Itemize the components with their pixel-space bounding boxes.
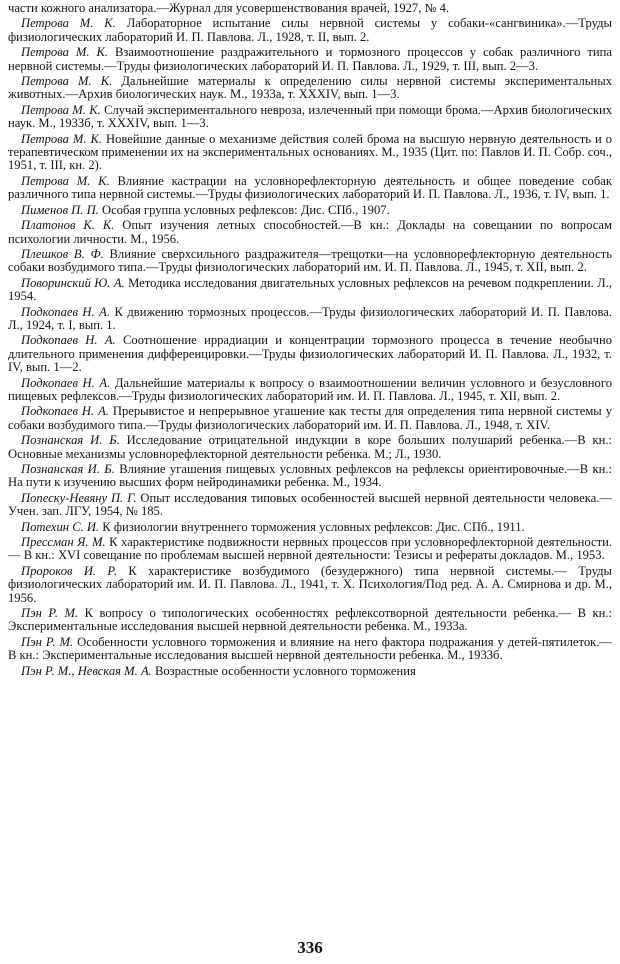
reference-entry bbox=[8, 75, 612, 102]
reference-text: Взаимоотношение раздражительного и тормозного процессов у собак различного типа нервной системы.—Труды физиологических лабораторий И. П. Павлова. Л., 1929, т. III, вып. 2—3. bbox=[8, 45, 612, 73]
reference-author: Подкопаев Н. А. bbox=[21, 404, 109, 419]
reference-entry bbox=[8, 219, 612, 246]
reference-entry bbox=[8, 492, 612, 519]
reference-entry bbox=[8, 248, 612, 275]
reference-entry bbox=[8, 665, 612, 678]
reference-author: Петрова М. К. bbox=[21, 74, 113, 89]
reference-text: Дальнейшие материалы к определению силы нервной системы экспериментальных животных.—Архив биологических наук. М., 1933а, т. XXXIV, вып. 1—3. bbox=[8, 74, 612, 102]
reference-entry bbox=[8, 405, 612, 432]
reference-author: Петрова М. К. bbox=[21, 45, 108, 60]
reference-text: Лабораторное испытание силы нервной системы у собаки-«сангвиника».—Труды физиологических лабораторий И. П. Павлова. Л., 1928, т. II, вып. 2. bbox=[8, 16, 612, 44]
reference-entry bbox=[8, 133, 612, 173]
reference-author: Пэн Р. М. bbox=[21, 606, 79, 621]
reference-text: Дальнейшие материалы к вопросу о взаимоотношении величин условного и безусловного пищевых рефлексов.—Труды физиологических лабораторий им. И. П. Павлова. Л., 1945, т. XII, вып. 2. bbox=[8, 375, 612, 403]
reference-text: Особая группа условных рефлексов: Дис. СПб., 1907. bbox=[101, 202, 390, 217]
reference-entry bbox=[8, 306, 612, 333]
reference-text: К характеристике подвижности нервных процессов при условнорефлекторной деятельности.— В кн.: XVI совещание по проблемам высшей нервной деятельности: Тезисы и рефераты докладов. М., 1953. bbox=[8, 535, 612, 563]
reference-entry bbox=[8, 434, 612, 461]
reference-entry bbox=[8, 104, 612, 131]
reference-entry bbox=[8, 277, 612, 304]
reference-entry bbox=[8, 17, 612, 44]
reference-list bbox=[8, 2, 612, 678]
reference-text: части кожного анализатора.—Журнал для усовершенствования врачей, 1927, № 4. bbox=[8, 1, 450, 15]
reference-text: Случай экспериментального невроза, излеченный при помощи брома.—Архив биологических наук. М., 1933б, т. XXXIV, вып. 1—3. bbox=[8, 102, 612, 131]
reference-text: Опыт изучения летных способностей.—В кн.: Доклады на совещании по вопросам психологии личности. М., 1956. bbox=[8, 218, 612, 246]
reference-text: К вопросу о типологических особенностях рефлексотворной деятельности ребенка.— В кн.: Экспериментальные исследования высшей нервной деятельности ребенка. М., 1933а. bbox=[8, 606, 613, 634]
reference-text: Новейшие данные о механизме действия солей брома на высшую нервную деятельность и о терапевтическом применении их на экспериментальных основаниях. М., 1935 (Цит. по: Павлов И. П. Собр. соч., 1951, т. III, кн. 2). bbox=[8, 131, 612, 173]
reference-entry bbox=[8, 334, 612, 374]
reference-text: Методика исследования двигательных условных рефлексов на речевом подкреплении. Л., 1954. bbox=[8, 275, 612, 304]
reference-text: К движению тормозных процессов.—Труды физиологических лабораторий И. П. Павлова. Л., 1924, т. I, вып. 1. bbox=[8, 304, 612, 332]
reference-entry bbox=[8, 2, 612, 15]
reference-entry bbox=[8, 521, 612, 534]
reference-text: Влияние угашения пищевых условных рефлексов на рефлексы ориентировочные.—В кн.: На пути к изучению высших форм нейродинамики ребенка. М., 1934. bbox=[8, 462, 613, 490]
reference-entry bbox=[8, 536, 612, 563]
reference-text: Влияние сверхсильного раздражителя—трещотки—на условнорефлекторную деятельность собаки возбудимого типа.—Труды физиологических лабораторий им. И. П. Павлова. Л., 1945, т. XII, вып. 2. bbox=[8, 246, 612, 275]
reference-author: Пэн Р. М. bbox=[21, 634, 74, 649]
reference-entry bbox=[8, 46, 612, 73]
reference-text: Опыт исследования типовых особенностей высшей нервной деятельности человека.—Учен. зап. ЛГУ, 1954, № 185. bbox=[8, 490, 612, 519]
reference-author: Петрова М. К. bbox=[21, 16, 116, 31]
reference-entry bbox=[8, 204, 612, 217]
reference-author: Пименов П. П. bbox=[21, 202, 99, 217]
reference-text: Исследование отрицательной индукции в коре больших полушарий ребенка.—В кн.: Основные механизмы условнорефлекторной деятельности ребенка. М.; Л., 1930. bbox=[8, 433, 612, 461]
reference-author: Подкопаев Н. А. bbox=[21, 333, 116, 348]
page-number: 336 bbox=[297, 938, 323, 957]
reference-author: Познанская И. Б. bbox=[21, 462, 115, 476]
reference-author: Потехин С. И. bbox=[21, 519, 100, 534]
reference-author: Пэн Р. М., Невская М. А. bbox=[21, 663, 152, 678]
reference-text: Возрастные особенности условного торможения bbox=[154, 663, 416, 678]
reference-author: Поворинский Ю. А. bbox=[21, 275, 125, 290]
reference-author: Пророков И. Р. bbox=[21, 563, 118, 578]
reference-entry bbox=[8, 175, 612, 202]
reference-author: Подкопаев Н. А. bbox=[21, 304, 110, 319]
reference-text: Прерывистое и непрерывное угашение как тесты для определения типа нервной системы у собаки возбудимого типа.—Труды физиологических лабораторий им. И. П. Павлова. Л., 1948, т. XIV. bbox=[8, 404, 612, 432]
reference-author: Плешков В. Ф. bbox=[21, 246, 104, 261]
reference-text: К характеристике возбудимого (безудержного) типа нервной системы.— Труды физиологических лабораторий им. И. П. Павлова. Л., 1941, т. X. Психология/Под ред. А. А. Смирнова и др. М., 1956. bbox=[8, 563, 612, 605]
reference-author: Петрова М. К. bbox=[21, 102, 101, 117]
reference-entry bbox=[8, 636, 612, 663]
reference-text: Влияние кастрации на условнорефлекторную деятельность и общее поведение собак различного типа нервной системы.—Труды физиологических лабораторий И. П. Павлова. Л., 1936, т. IV, вып. 1. bbox=[8, 173, 612, 202]
reference-text: К физиологии внутреннего торможения условных рефлексов: Дис. СПб., 1911. bbox=[102, 519, 525, 534]
reference-entry bbox=[8, 607, 612, 634]
reference-author: Подкопаев Н. А. bbox=[21, 375, 111, 390]
reference-author: Петрова М. К. bbox=[21, 131, 103, 146]
reference-author: Петрова М. К. bbox=[21, 173, 110, 188]
reference-text: Особенности условного торможения и влияние на него фактора подражания у детей-пятилеток.— В кн.: Экспериментальные исследования высшей нервной деятельности ребенка. М., 1933б. bbox=[8, 634, 613, 663]
reference-author: Попеску-Невяну П. Г. bbox=[21, 490, 137, 505]
reference-entry bbox=[8, 463, 612, 490]
reference-text: Соотношение иррадиации и концентрации тормозного процесса в течение необычно длительного применения дифференцировки.—Труды физиологических лабораторий И. П. Павлова. Л., 1932, т. IV, вып. 1—2. bbox=[8, 333, 612, 375]
reference-author: Прессман Я. М. bbox=[21, 535, 106, 550]
reference-author: Познанская И. Б. bbox=[21, 433, 120, 448]
reference-entry bbox=[8, 377, 612, 404]
reference-author: Платонов К. К. bbox=[21, 218, 115, 233]
reference-entry bbox=[8, 565, 612, 605]
